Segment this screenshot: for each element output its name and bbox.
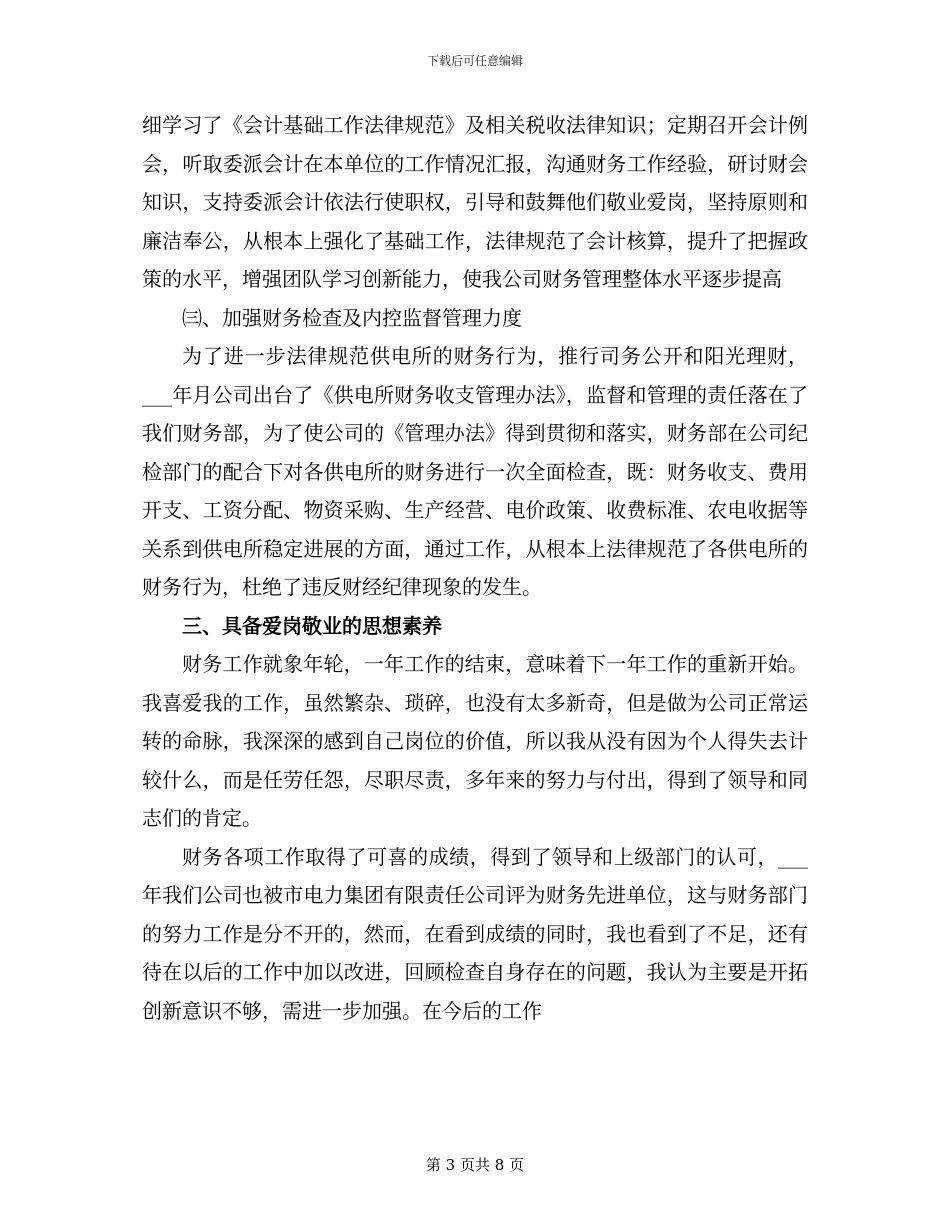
- page-header: 下载后可任意编辑: [426, 54, 523, 68]
- subsection-heading: ㈢、加强财务检查及内控监督管理力度: [182, 305, 522, 330]
- paragraph-continuation: 细学习了《会计基础工作法律规范》及相关税收法律知识；定期召开会计例会，听取委派会计在本单位的工作情况汇报，沟通财务工作经验，研讨财会知识，支持委派会计依法行使职权，引导和鼓舞他们敬业爱岗，坚持原则和廉洁奉公，从根本上强化了基础工作，法律规范了会计核算，提升了把握政策的水平，增强团队学习创新能力，使我公司财务管理整体水平逐步提高: [142, 113, 808, 291]
- paragraph-work-attitude: 财务工作就象年轮，一年工作的结束，意味着下一年工作的重新开始。我喜爱我的工作，虽然繁杂、琐碎，也没有太多新奇，但是做为公司正常运转的命脉，我深深的感到自己岗位的价值，所以我从没有因为个人得失去计较什么，而是任劳任怨，尽职尽责，多年来的努力与付出，得到了领导和同志们的肯定。: [142, 652, 808, 830]
- page-number: 第 3 页共 8 页: [425, 1156, 525, 1174]
- paragraph-achievements: 财务各项工作取得了可喜的成绩，得到了领导和上级部门的认可，___年我们公司也被市电力集团有限责任公司评为财务先进单位，这与财务部门的努力工作是分不开的，然而，在看到成绩的同时，我也看到了不足，还有待在以后的工作中加以改进，回顾检查自身存在的问题，我认为主要是开拓创新意识不够，需进一步加强。在今后的工作: [142, 844, 808, 1023]
- document-body: [142, 106, 808, 1030]
- paragraph-finance-inspection: 为了进一步法律规范供电所的财务行为，推行司务公开和阳光理财，___年月公司出台了《供电所财务收支管理办法》，监督和管理的责任落在了我们财务部，为了使公司的《管理办法》得到贯彻和落实，财务部在公司纪检部门的配合下对各供电所的财务进行一次全面检查，既：财务收支、费用开支、工资分配、物资采购、生产经营、电价政策、收费标准、农电收据等关系到供电所稳定进展的方面，通过工作，从根本上法律规范了各供电所的财务行为，杜绝了违反财经纪律现象的发生。: [142, 344, 808, 599]
- section-heading: 三、具备爱岗敬业的思想素养: [182, 613, 442, 638]
